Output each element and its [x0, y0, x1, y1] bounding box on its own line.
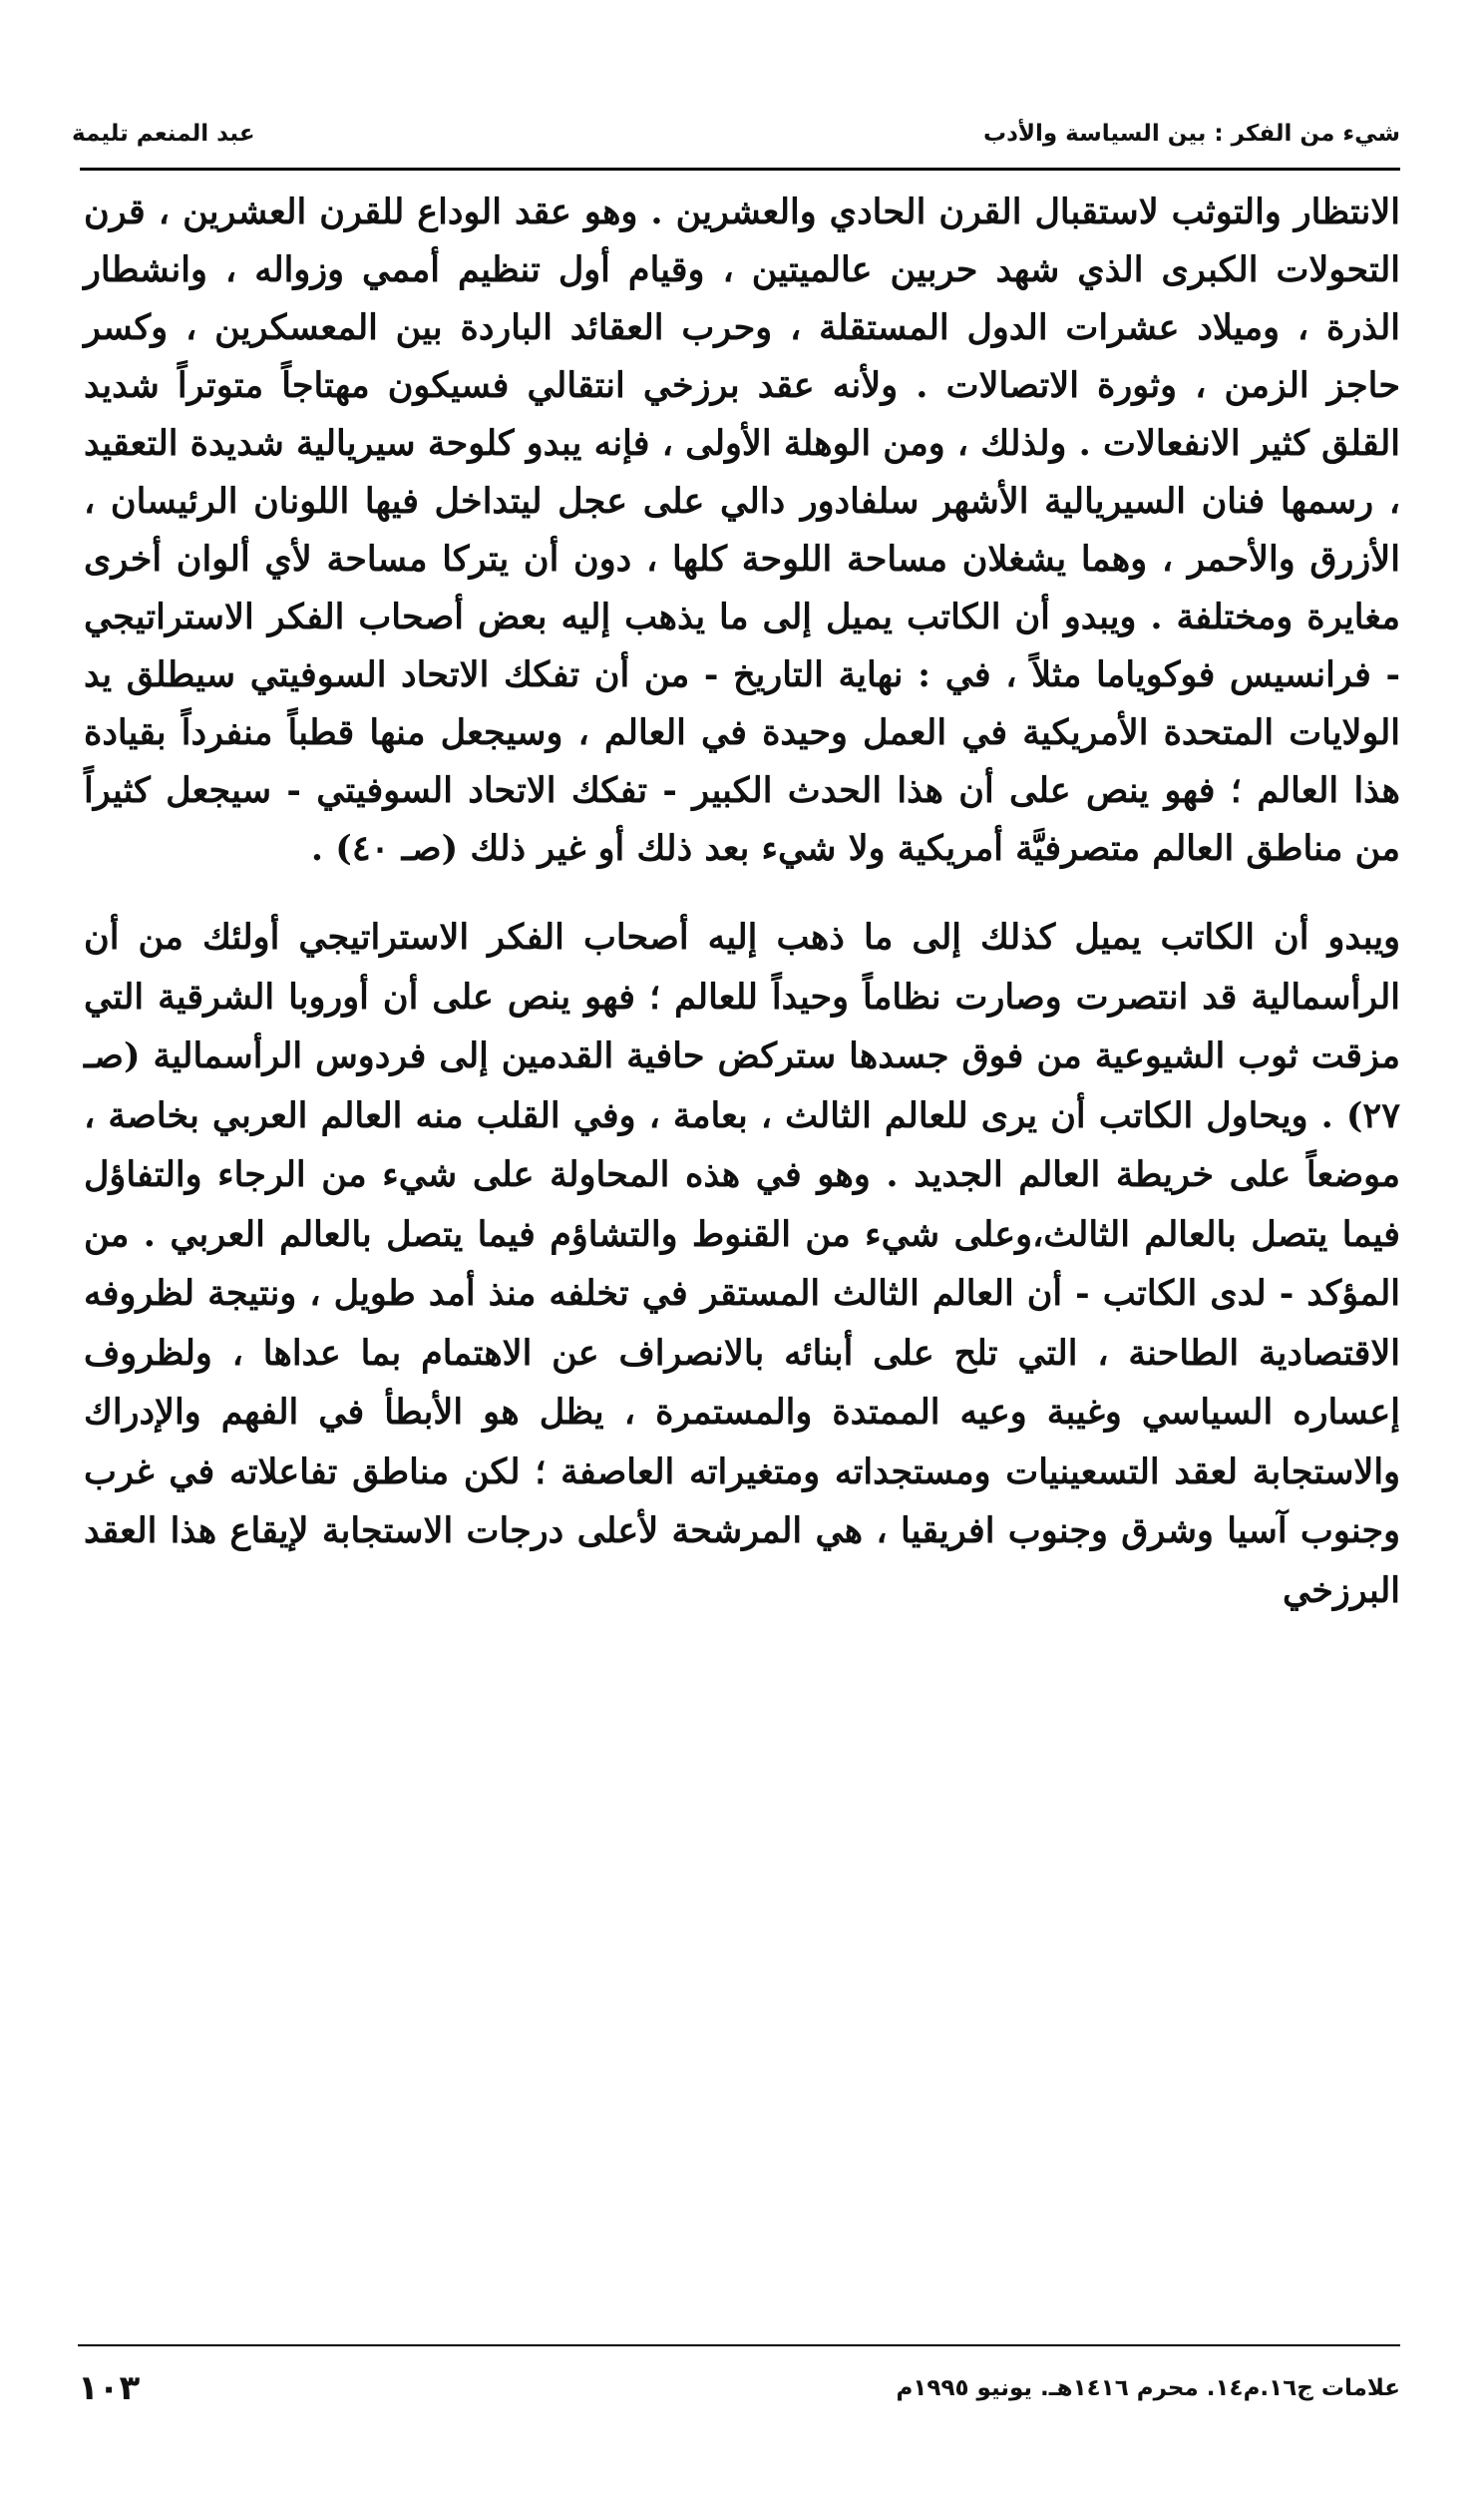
header-divider — [80, 168, 1400, 171]
paragraph-2: ويبدو أن الكاتب يميل كذلك إلى ما ذهب إليه أصحاب الفكر الاستراتيجي أولئك من أن الرأسمالية قد انتصرت وصارت نظاماً وحيداً للعالم ؛ فهو ينص على أن أوروبا الشرقية التي مزقت ثوب الشيوعية من فوق جسدها ستركض حافية القدمين إلى فردوس الرأسمالية (صـ ٢٧) . ويحاول الكاتب أن يرى للعالم الثالث ، بعامة ، وفي القلب منه العالم العربي بخاصة ، موضعاً على خريطة العالم الجديد . وهو في هذه المحاولة على شيء من الرجاء والتفاؤل فيما يتصل بالعالم الثالث،وعلى شيء من القنوط والتشاؤم فيما يتصل بالعالم العربي . من المؤكد - لدى الكاتب - أن العالم الثالث المستقر في تخلفه منذ أمد طويل ، ونتيجة لظروفه الاقتصادية الطاحنة ، التي تلح على أبنائه بالانصراف عن الاهتمام بما عداها ، ولظروف إعساره السياسي وغيبة وعيه الممتدة والمستمرة ، يظل هو الأبطأ في الفهم والإدراك والاستجابة لعقد التسعينيات ومستجداته ومتغيراته العاصفة ؛ لكن مناطق تفاعلاته في غرب وجنوب آسيا وشرق وجنوب افريقيا ، هي المرشحة لأعلى درجات الاستجابة لإيقاع هذا العقد البرزخي — [84, 917, 1400, 1611]
author-name: عبد المنعم تليمة — [72, 121, 255, 147]
running-footer — [78, 2360, 1400, 2416]
paragraph-1: الانتظار والتوثب لاستقبال القرن الحادي والعشرين . وهو عقد الوداع للقرن العشرين ، قرن التحولات الكبرى الذي شهد حربين عالميتين ، وقيام أول تنظيم أممي وزواله ، وانشطار الذرة ، وميلاد عشرات الدول المستقلة ، وحرب العقائد الباردة بين المعسكرين ، وكسر حاجز الزمن ، وثورة الاتصالات . ولأنه عقد برزخي انتقالي فسيكون مهتاجاً متوتراً شديد القلق كثير الانفعالات . ولذلك ، ومن الوهلة الأولى ، فإنه يبدو كلوحة سيريالية شديدة التعقيد ، رسمها فنان السيريالية الأشهر سلفادور دالي على عجل ليتداخل فيها اللونان الرئيسان ، الأزرق والأحمر ، وهما يشغلان مساحة اللوحة كلها ، دون أن يتركا مساحة لأي ألوان أخرى مغايرة ومختلفة . ويبدو أن الكاتب يميل إلى ما يذهب إليه بعض أصحاب الفكر الاستراتيجي - فرانسيس فوكوياما مثلاً ، في : نهاية التاريخ - من أن تفكك الاتحاد السوفيتي سيطلق يد الولايات المتحدة الأمريكية في العمل وحيدة في العالم ، وسيجعل منها قطباً منفرداً بقيادة هذا العالم ؛ فهو ينص على أن هذا الحدث الكبير - تفكك الاتحاد السوفيتي - سيجعل كثيراً من مناطق العالم متصرفيَّة أمريكية ولا شيء بعد ذلك أو غير ذلك (صـ ٤٠) . — [84, 192, 1400, 869]
footer-divider — [78, 2344, 1400, 2346]
book-title: شيء من الفكر : بين السياسة والأدب — [982, 121, 1400, 147]
page-number: ١٠٣ — [78, 2368, 141, 2408]
running-header — [72, 112, 1400, 156]
body-text — [84, 184, 1400, 1620]
journal-info: علامات ج١٦.م١٤. محرم ١٤١٦هـ. يونيو ١٩٩٥م — [896, 2375, 1400, 2401]
